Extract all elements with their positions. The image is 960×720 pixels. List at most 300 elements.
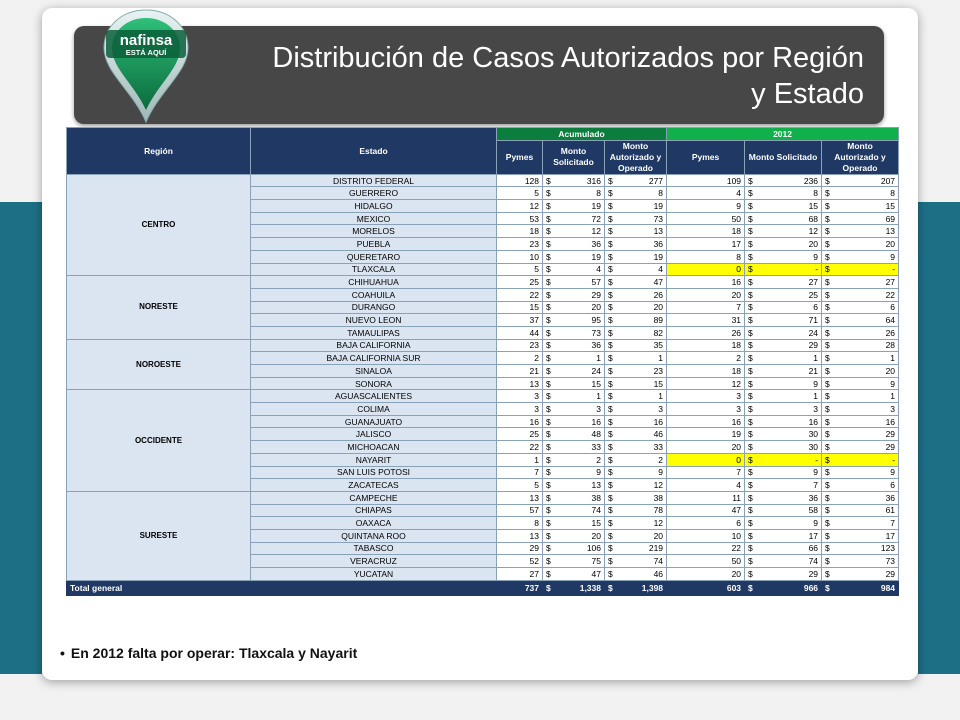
state-cell: COAHUILA [251,288,497,301]
header-2012: 2012 [667,128,899,141]
currency-sign: $ [825,378,830,389]
year-pymes-cell: 2 [667,352,745,365]
acumulado-solicitado-cell [543,377,605,390]
year-pymes-cell: 0 [667,263,745,276]
table-row [67,276,899,289]
currency-sign: $ [748,467,753,478]
acumulado-autorizado-cell [605,403,667,416]
year-pymes-cell: 26 [667,326,745,339]
amount-value: 966 [803,582,819,593]
currency-sign: $ [825,213,830,224]
amount-value: 69 [885,213,896,224]
currency-sign: $ [546,353,551,364]
amount-value: 12 [653,480,664,491]
year-autorizado-cell [822,250,899,263]
year-autorizado-cell [822,365,899,378]
acumulado-pymes-cell: 23 [497,238,543,251]
amount-value: 46 [653,429,664,440]
currency-sign: $ [608,518,613,529]
currency-sign: $ [748,441,753,452]
currency-sign: $ [825,327,830,338]
total-year-autorizado [822,580,899,595]
acumulado-pymes-cell: 44 [497,326,543,339]
year-solicitado-cell [745,479,822,492]
year-autorizado-cell [822,504,899,517]
year-pymes-cell: 7 [667,466,745,479]
amount-value: 12 [653,518,664,529]
acumulado-autorizado-cell [605,428,667,441]
currency-sign: $ [608,416,613,427]
total-year-solicitado [745,580,822,595]
currency-sign: $ [825,238,830,249]
currency-sign: $ [608,340,613,351]
amount-value: 1 [813,391,819,402]
region-cell: NOROESTE [67,339,251,390]
currency-sign: $ [608,277,613,288]
header-monto-solicitado-2012: Monto Solicitado [745,140,822,174]
amount-value: 7 [890,518,896,529]
currency-sign: $ [546,378,551,389]
slide-title: Distribución de Casos Autorizados por Región y Estado [272,42,864,110]
acumulado-autorizado-cell [605,491,667,504]
amount-value: 6 [890,302,896,313]
amount-value: 1 [596,391,601,402]
currency-sign: $ [546,302,551,313]
acumulado-autorizado-cell [605,187,667,200]
year-autorizado-cell [822,301,899,314]
amount-value: 29 [885,441,896,452]
acumulado-autorizado-cell [605,314,667,327]
amount-value: 12 [808,226,819,237]
currency-sign: $ [748,505,753,516]
state-cell: CHIAPAS [251,504,497,517]
header-pymes-2012: Pymes [667,140,745,174]
acumulado-pymes-cell: 15 [497,301,543,314]
year-solicitado-cell [745,390,822,403]
year-pymes-cell: 17 [667,238,745,251]
year-solicitado-cell [745,529,822,542]
currency-sign: $ [608,315,613,326]
currency-sign: $ [608,302,613,313]
acumulado-pymes-cell: 22 [497,288,543,301]
amount-value: 71 [808,315,819,326]
acumulado-solicitado-cell [543,466,605,479]
currency-sign: $ [546,543,551,554]
amount-value: 30 [808,429,819,440]
amount-value: 95 [591,315,601,326]
year-autorizado-cell [822,238,899,251]
year-autorizado-cell [822,200,899,213]
amount-value: 12 [591,226,601,237]
currency-sign: $ [608,556,613,567]
state-cell: BAJA CALIFORNIA SUR [251,352,497,365]
acumulado-autorizado-cell [605,212,667,225]
year-autorizado-cell [822,352,899,365]
currency-sign: $ [748,568,753,579]
currency-sign: $ [825,403,830,414]
year-pymes-cell: 11 [667,491,745,504]
currency-sign: $ [748,315,753,326]
year-pymes-cell: 3 [667,403,745,416]
currency-sign: $ [546,200,551,211]
year-autorizado-cell [822,568,899,581]
year-solicitado-cell [745,238,822,251]
currency-sign: $ [546,518,551,529]
currency-sign: $ [748,480,753,491]
year-autorizado-cell [822,314,899,327]
amount-value: 17 [808,530,819,541]
amount-value: 48 [591,429,601,440]
acumulado-pymes-cell: 37 [497,314,543,327]
amount-value: 9 [890,467,896,478]
amount-value: 3 [890,403,896,414]
acumulado-autorizado-cell [605,517,667,530]
amount-value: 9 [890,251,896,262]
acumulado-autorizado-cell [605,377,667,390]
amount-value: 29 [885,429,896,440]
amount-value: 29 [591,289,601,300]
year-pymes-cell: 7 [667,301,745,314]
header-acumulado: Acumulado [497,128,667,141]
amount-value: 36 [808,492,819,503]
acumulado-solicitado-cell [543,568,605,581]
acumulado-pymes-cell: 21 [497,365,543,378]
year-autorizado-cell [822,339,899,352]
amount-value: 36 [885,492,896,503]
state-cell: GUERRERO [251,187,497,200]
acumulado-autorizado-cell [605,479,667,492]
amount-value: 78 [653,505,664,516]
currency-sign: $ [546,492,551,503]
currency-sign: $ [748,556,753,567]
amount-value: 8 [890,188,896,199]
currency-sign: $ [546,251,551,262]
amount-value: 1,338 [579,582,601,593]
currency-sign: $ [546,480,551,491]
currency-sign: $ [825,188,830,199]
acumulado-solicitado-cell [543,390,605,403]
acumulado-autorizado-cell [605,441,667,454]
year-pymes-cell: 19 [667,428,745,441]
acumulado-pymes-cell: 5 [497,187,543,200]
year-solicitado-cell [745,212,822,225]
amount-value: 15 [591,518,601,529]
acumulado-autorizado-cell [605,453,667,466]
currency-sign: $ [748,391,753,402]
year-autorizado-cell [822,428,899,441]
currency-sign: $ [825,175,830,186]
amount-value: 1 [658,391,664,402]
amount-value: 16 [591,416,601,427]
currency-sign: $ [825,480,830,491]
currency-sign: $ [608,251,613,262]
acumulado-autorizado-cell [605,542,667,555]
year-pymes-cell: 22 [667,542,745,555]
state-cell: QUINTANA ROO [251,529,497,542]
header-monto-autorizado-2012: Monto Autorizado y Operado [822,140,899,174]
amount-value: 13 [653,226,664,237]
acumulado-pymes-cell: 16 [497,415,543,428]
amount-value: 8 [813,188,819,199]
acumulado-pymes-cell: 13 [497,491,543,504]
currency-sign: $ [546,264,551,275]
acumulado-solicitado-cell [543,453,605,466]
currency-sign: $ [748,429,753,440]
currency-sign: $ [608,188,613,199]
year-autorizado-cell [822,263,899,276]
amount-value: - [815,264,819,275]
currency-sign: $ [748,188,753,199]
amount-value: 29 [885,568,896,579]
currency-sign: $ [748,492,753,503]
acumulado-solicitado-cell [543,529,605,542]
year-autorizado-cell [822,276,899,289]
amount-value: 2 [658,454,664,465]
amount-value: 6 [813,302,819,313]
amount-value: 20 [885,238,896,249]
amount-value: 66 [808,543,819,554]
amount-value: 27 [885,277,896,288]
acumulado-solicitado-cell [543,212,605,225]
year-solicitado-cell [745,200,822,213]
acumulado-solicitado-cell [543,250,605,263]
currency-sign: $ [546,454,551,465]
state-cell: DURANGO [251,301,497,314]
amount-value: 57 [591,277,601,288]
year-solicitado-cell [745,441,822,454]
currency-sign: $ [608,403,613,414]
right-accent-band [918,202,960,674]
currency-sign: $ [825,568,830,579]
currency-sign: $ [825,251,830,262]
currency-sign: $ [608,467,613,478]
currency-sign: $ [608,505,613,516]
acumulado-pymes-cell: 2 [497,352,543,365]
year-autorizado-cell [822,288,899,301]
year-autorizado-cell [822,529,899,542]
acumulado-solicitado-cell [543,517,605,530]
acumulado-pymes-cell: 5 [497,263,543,276]
acumulado-solicitado-cell [543,288,605,301]
currency-sign: $ [825,582,830,593]
currency-sign: $ [608,378,613,389]
amount-value: 38 [591,492,601,503]
year-solicitado-cell [745,352,822,365]
amount-value: 46 [653,568,664,579]
amount-value: - [892,454,896,465]
currency-sign: $ [748,518,753,529]
acumulado-autorizado-cell [605,288,667,301]
currency-sign: $ [825,518,830,529]
amount-value: 4 [658,264,664,275]
year-autorizado-cell [822,377,899,390]
acumulado-pymes-cell: 25 [497,428,543,441]
acumulado-autorizado-cell [605,504,667,517]
currency-sign: $ [608,238,613,249]
amount-value: 82 [653,327,664,338]
year-solicitado-cell [745,365,822,378]
year-pymes-cell: 10 [667,529,745,542]
year-autorizado-cell [822,479,899,492]
amount-value: 3 [658,403,664,414]
currency-sign: $ [608,441,613,452]
year-solicitado-cell [745,225,822,238]
currency-sign: $ [608,213,613,224]
acumulado-pymes-cell: 52 [497,555,543,568]
amount-value: 33 [591,441,601,452]
currency-sign: $ [608,480,613,491]
acumulado-pymes-cell: 8 [497,517,543,530]
amount-value: 21 [808,365,819,376]
amount-value: 72 [591,213,601,224]
acumulado-solicitado-cell [543,415,605,428]
state-cell: JALISCO [251,428,497,441]
amount-value: 123 [880,543,896,554]
year-pymes-cell: 18 [667,365,745,378]
region-cell: OCCIDENTE [67,390,251,492]
year-autorizado-cell [822,212,899,225]
acumulado-solicitado-cell [543,428,605,441]
total-label: Total general [67,580,497,595]
year-solicitado-cell [745,542,822,555]
state-cell: AGUASCALIENTES [251,390,497,403]
currency-sign: $ [825,543,830,554]
total-acumulado-pymes: 737 [497,580,543,595]
state-cell: SAN LUIS POTOSI [251,466,497,479]
currency-sign: $ [748,175,753,186]
amount-value: 9 [813,467,819,478]
currency-sign: $ [608,327,613,338]
year-pymes-cell: 4 [667,187,745,200]
currency-sign: $ [546,467,551,478]
currency-sign: $ [546,403,551,414]
amount-value: 30 [808,441,819,452]
year-pymes-cell: 47 [667,504,745,517]
currency-sign: $ [748,251,753,262]
currency-sign: $ [608,264,613,275]
amount-value: 36 [591,340,601,351]
amount-value: 13 [591,480,601,491]
currency-sign: $ [546,429,551,440]
currency-sign: $ [748,365,753,376]
amount-value: 8 [596,188,601,199]
amount-value: 19 [591,251,601,262]
title-bar [74,26,884,124]
acumulado-autorizado-cell [605,238,667,251]
total-year-pymes: 603 [667,580,745,595]
acumulado-solicitado-cell [543,441,605,454]
acumulado-pymes-cell: 22 [497,441,543,454]
currency-sign: $ [546,226,551,237]
currency-sign: $ [546,441,551,452]
currency-sign: $ [825,454,830,465]
amount-value: 26 [885,327,896,338]
acumulado-solicitado-cell [543,263,605,276]
currency-sign: $ [608,289,613,300]
amount-value: 4 [596,264,601,275]
amount-value: 1,398 [641,582,664,593]
currency-sign: $ [748,353,753,364]
amount-value: 236 [803,175,819,186]
year-autorizado-cell [822,390,899,403]
acumulado-autorizado-cell [605,174,667,187]
currency-sign: $ [608,391,613,402]
year-autorizado-cell [822,466,899,479]
state-cell: OAXACA [251,517,497,530]
currency-sign: $ [608,429,613,440]
amount-value: 64 [885,315,896,326]
amount-value: 20 [653,302,664,313]
year-pymes-cell: 31 [667,314,745,327]
amount-value: 58 [808,505,819,516]
state-cell: BAJA CALIFORNIA [251,339,497,352]
currency-sign: $ [825,302,830,313]
amount-value: 29 [808,340,819,351]
amount-value: 15 [808,200,819,211]
currency-sign: $ [748,530,753,541]
amount-value: 89 [653,315,664,326]
amount-value: 9 [813,251,819,262]
currency-sign: $ [825,530,830,541]
year-autorizado-cell [822,415,899,428]
acumulado-autorizado-cell [605,276,667,289]
acumulado-pymes-cell: 29 [497,542,543,555]
currency-sign: $ [546,582,551,593]
header-region: Región [67,128,251,175]
acumulado-autorizado-cell [605,352,667,365]
amount-value: 36 [591,238,601,249]
state-cell: SINALOA [251,365,497,378]
amount-value: 9 [890,378,896,389]
acumulado-solicitado-cell [543,352,605,365]
acumulado-pymes-cell: 10 [497,250,543,263]
currency-sign: $ [546,416,551,427]
year-pymes-cell: 0 [667,453,745,466]
year-pymes-cell: 6 [667,517,745,530]
year-pymes-cell: 8 [667,250,745,263]
region-cell: CENTRO [67,174,251,276]
year-pymes-cell: 12 [667,377,745,390]
year-pymes-cell: 16 [667,276,745,289]
state-cell: MICHOACAN [251,441,497,454]
amount-value: 277 [648,175,664,186]
currency-sign: $ [825,441,830,452]
currency-sign: $ [825,556,830,567]
year-solicitado-cell [745,263,822,276]
currency-sign: $ [546,277,551,288]
amount-value: 1 [890,391,896,402]
year-autorizado-cell [822,225,899,238]
acumulado-autorizado-cell [605,390,667,403]
year-solicitado-cell [745,187,822,200]
currency-sign: $ [546,289,551,300]
currency-sign: $ [748,403,753,414]
year-autorizado-cell [822,517,899,530]
currency-sign: $ [608,582,613,593]
nafinsa-logo-icon [100,6,192,124]
year-autorizado-cell [822,453,899,466]
currency-sign: $ [546,188,551,199]
currency-sign: $ [608,492,613,503]
amount-value: 15 [591,378,601,389]
currency-sign: $ [546,530,551,541]
amount-value: 1 [658,353,664,364]
currency-sign: $ [825,226,830,237]
table-row [67,339,899,352]
acumulado-solicitado-cell [543,326,605,339]
acumulado-autorizado-cell [605,415,667,428]
acumulado-autorizado-cell [605,225,667,238]
